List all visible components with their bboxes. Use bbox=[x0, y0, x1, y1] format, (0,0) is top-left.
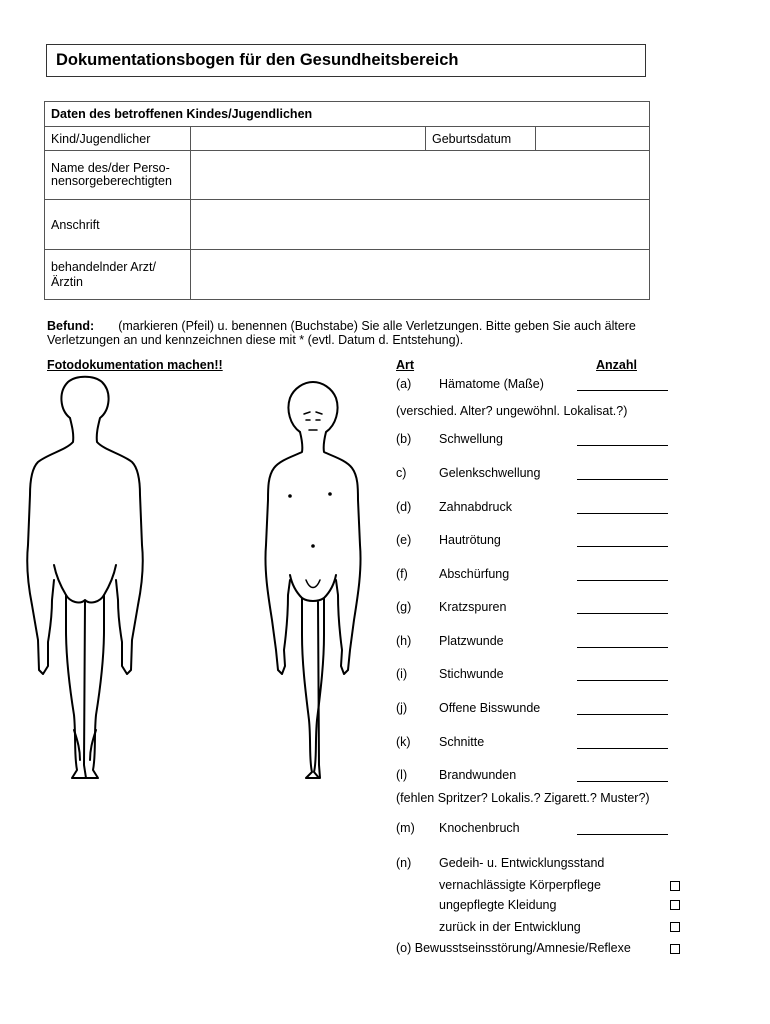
count-entry-line[interactable] bbox=[577, 748, 668, 749]
checkbox-consciousness[interactable] bbox=[670, 944, 680, 954]
injury-item-code: (l) bbox=[396, 768, 408, 782]
injury-item-code: (g) bbox=[396, 600, 412, 614]
injury-item-label: Platzwunde bbox=[439, 634, 504, 648]
doctor-label bbox=[45, 250, 191, 300]
patient-table-header: Daten des betroffenen Kindes/Jugendlichen bbox=[45, 102, 650, 127]
guardian-field[interactable] bbox=[191, 151, 650, 200]
check-label-clothing: ungepflegte Kleidung bbox=[439, 898, 557, 912]
count-entry-line[interactable] bbox=[577, 546, 668, 547]
back-view-figure bbox=[27, 377, 143, 778]
count-entry-line[interactable] bbox=[577, 834, 668, 835]
injury-item-code: (h) bbox=[396, 634, 412, 648]
child-field[interactable] bbox=[191, 127, 426, 151]
count-entry-line[interactable] bbox=[577, 714, 668, 715]
guardian-label-line1: Name des/der Perso- bbox=[51, 161, 170, 175]
injury-item-code: (m) bbox=[396, 821, 415, 835]
injury-item-label: Brandwunden bbox=[439, 768, 517, 782]
injury-item-label: Gelenkschwellung bbox=[439, 466, 541, 480]
injury-item-code: (k) bbox=[396, 735, 411, 749]
injury-item-code: (i) bbox=[396, 667, 408, 681]
form-title: Dokumentationsbogen für den Gesundheitsbereich bbox=[56, 51, 459, 69]
count-entry-line[interactable] bbox=[577, 390, 668, 391]
injury-item-code: c) bbox=[396, 466, 407, 480]
injury-item-label: Hämatome (Maße) bbox=[439, 377, 544, 391]
item-n-label: Gedeih- u. Entwicklungsstand bbox=[439, 856, 605, 870]
doctor-field[interactable] bbox=[191, 250, 650, 300]
injury-item-code: (f) bbox=[396, 567, 408, 581]
befund-label: Befund: bbox=[47, 319, 95, 333]
injury-item-code: (e) bbox=[396, 533, 412, 547]
note-l: (fehlen Spritzer? Lokalis.? Zigarett.? Muster?) bbox=[396, 791, 650, 805]
address-field[interactable] bbox=[191, 200, 650, 250]
check-label-development: zurück in der Entwicklung bbox=[439, 920, 581, 934]
check-label-hygiene: vernachlässigte Körperpflege bbox=[439, 878, 601, 892]
injury-item-label: Knochenbruch bbox=[439, 821, 520, 835]
count-entry-line[interactable] bbox=[577, 580, 668, 581]
address-label: Anschrift bbox=[45, 200, 191, 250]
patient-data-table bbox=[44, 101, 650, 300]
doctor-label-line2: Ärztin bbox=[51, 274, 83, 289]
count-entry-line[interactable] bbox=[577, 479, 668, 480]
befund-line2: Verletzungen an und kennzeichnen diese mit * (evtl. Datum d. Entstehung). bbox=[47, 333, 464, 347]
item-n-code: (n) bbox=[396, 856, 412, 870]
body-outline-diagram bbox=[0, 370, 370, 790]
checkbox-hygiene[interactable] bbox=[670, 881, 680, 891]
birthdate-label: Geburtsdatum bbox=[426, 127, 536, 151]
count-entry-line[interactable] bbox=[577, 781, 668, 782]
doctor-label-line1: behandelnder Arzt/ bbox=[51, 259, 156, 274]
injury-item-label: Schwellung bbox=[439, 432, 503, 446]
note-a: (verschied. Alter? ungewöhnl. Lokalisat.?) bbox=[396, 404, 628, 418]
front-view-figure bbox=[265, 382, 360, 778]
injury-item-label: Schnitte bbox=[439, 735, 485, 749]
count-entry-line[interactable] bbox=[577, 445, 668, 446]
injury-item-code: (b) bbox=[396, 432, 412, 446]
injury-item-code: (d) bbox=[396, 500, 412, 514]
injury-item-label: Offene Bisswunde bbox=[439, 701, 541, 715]
child-label: Kind/Jugendlicher bbox=[45, 127, 191, 151]
injury-item-label: Hautrötung bbox=[439, 533, 501, 547]
injury-item-code: (a) bbox=[396, 377, 412, 391]
item-o-label: (o) Bewusstseinsstörung/Amnesie/Reflexe bbox=[396, 941, 631, 955]
injury-item-label: Abschürfung bbox=[439, 567, 510, 581]
injury-item-label: Zahnabdruck bbox=[439, 500, 512, 514]
count-entry-line[interactable] bbox=[577, 647, 668, 648]
befund-instructions bbox=[47, 319, 747, 347]
col-art-header: Art bbox=[396, 358, 415, 372]
photo-note: Fotodokumentation machen!! bbox=[47, 358, 223, 372]
guardian-label-line2: nensorgeberechtigten bbox=[51, 174, 172, 188]
col-anzahl-header: Anzahl bbox=[596, 358, 637, 372]
injury-item-label: Kratzspuren bbox=[439, 600, 507, 614]
count-entry-line[interactable] bbox=[577, 680, 668, 681]
birthdate-field[interactable] bbox=[536, 127, 650, 151]
injury-item-code: (j) bbox=[396, 701, 408, 715]
guardian-label bbox=[45, 151, 191, 200]
checkbox-clothing[interactable] bbox=[670, 900, 680, 910]
checkbox-development[interactable] bbox=[670, 922, 680, 932]
befund-line1: (markieren (Pfeil) u. benennen (Buchstabe) Sie alle Verletzungen. Bitte geben Sie auch ältere bbox=[118, 319, 636, 333]
injury-item-label: Stichwunde bbox=[439, 667, 504, 681]
count-entry-line[interactable] bbox=[577, 613, 668, 614]
count-entry-line[interactable] bbox=[577, 513, 668, 514]
form-title-box bbox=[46, 44, 646, 77]
